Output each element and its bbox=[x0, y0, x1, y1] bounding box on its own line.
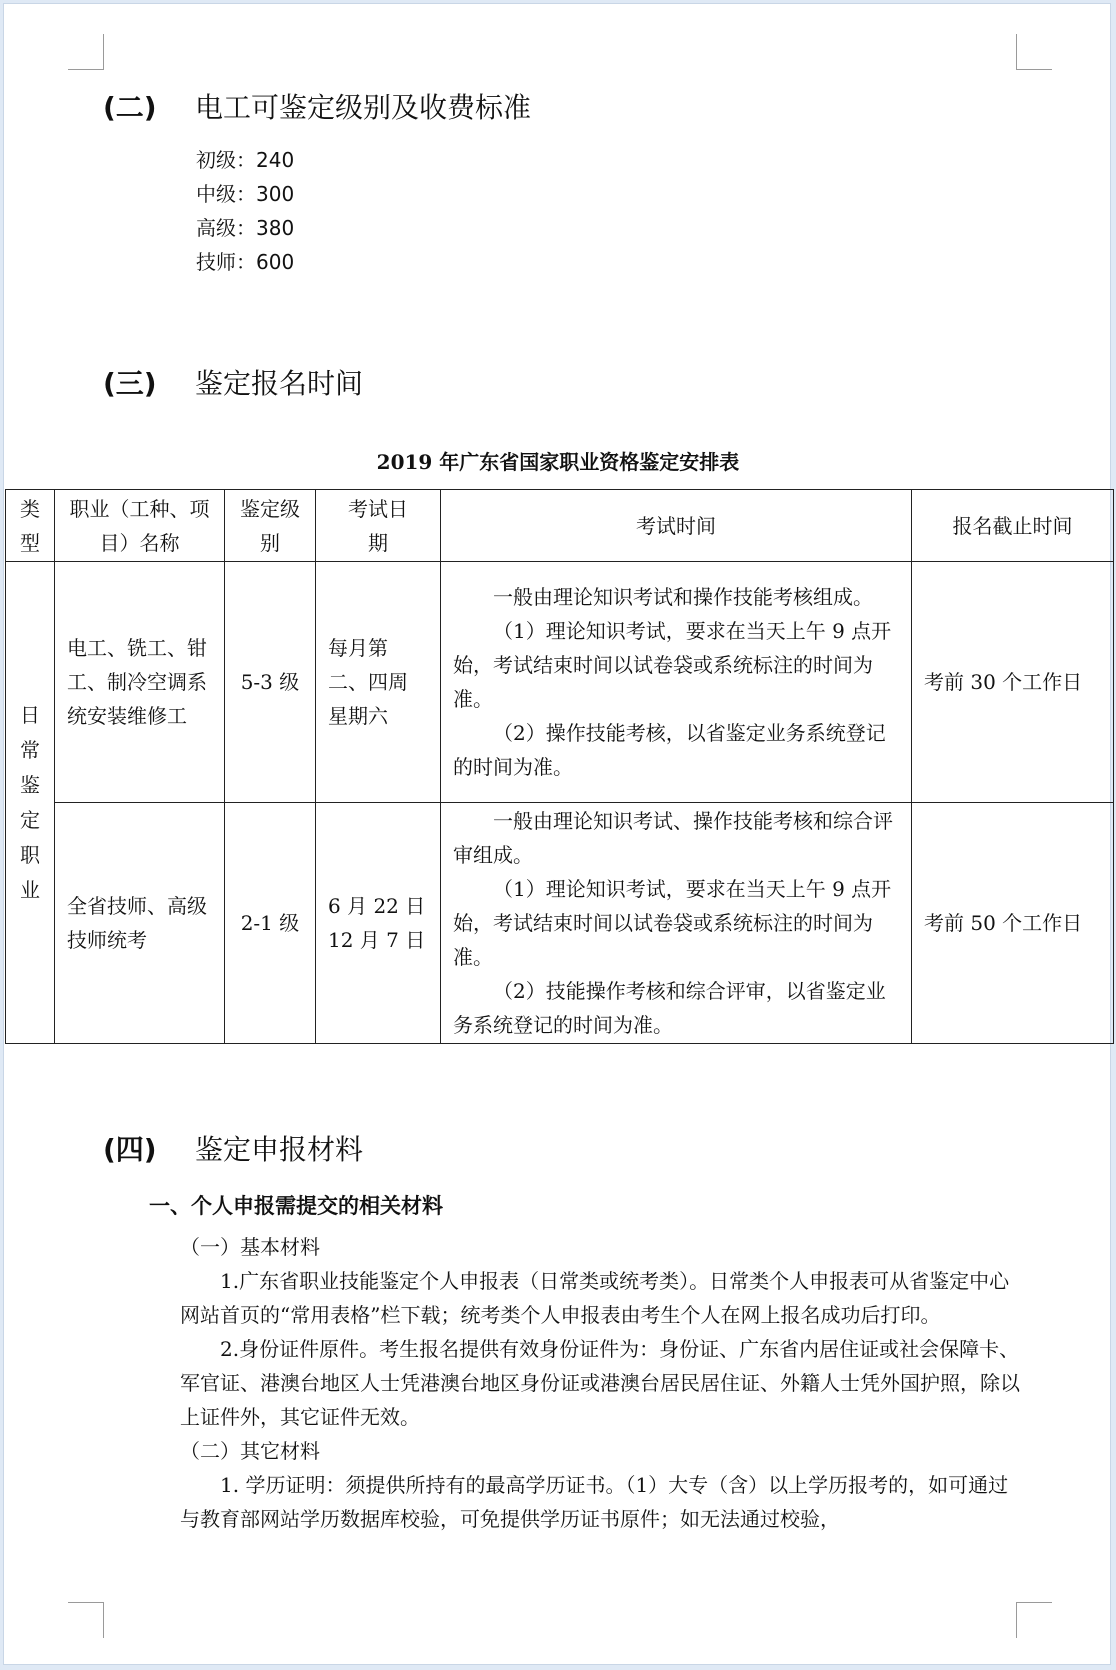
other-item: 1. 学历证明：须提供所持有的最高学历证书。（1）大专（含）以上学历报考的，如可通过与教育部网站学历数据库校验，可免提供学历证书原件；如无法通过校验， bbox=[180, 1473, 1009, 1531]
section-title: 鉴定报名时间 bbox=[195, 367, 364, 400]
occupation-cell: 电工、铣工、钳工、制冷空调系统安装维修工 bbox=[55, 562, 225, 803]
date-line: 6 月 22 日 bbox=[328, 894, 426, 918]
materials-heading: 一、个人申报需提交的相关材料 bbox=[149, 1193, 443, 1218]
materials-body bbox=[180, 1230, 1025, 1536]
fee-item: 初级：240 bbox=[196, 148, 295, 172]
table-title: 2019 年广东省国家职业资格鉴定安排表 bbox=[376, 450, 740, 474]
occupation-cell: 全省技师、高级技师统考 bbox=[55, 803, 225, 1044]
exam-time-paragraph: （1）理论知识考试，要求在当天上午 9 点开始，考试结束时间以试卷袋或系统标注的时间为准。 bbox=[453, 877, 892, 969]
type-cell: 日常鉴定职业 bbox=[6, 562, 55, 1044]
schedule-table bbox=[5, 489, 1114, 1044]
subheading-basic: （一）基本材料 bbox=[180, 1235, 320, 1259]
fee-item: 技师：600 bbox=[196, 250, 295, 274]
header-cell: 考试日期 bbox=[316, 490, 441, 562]
subheading-other: （二）其它材料 bbox=[180, 1439, 320, 1463]
corner-mark-top-right bbox=[1016, 34, 1052, 70]
deadline-cell: 考前 30 个工作日 bbox=[912, 562, 1114, 803]
exam-time-cell bbox=[441, 562, 912, 803]
level-cell: 2-1 级 bbox=[225, 803, 316, 1044]
section-number: (四) bbox=[103, 1133, 157, 1166]
corner-mark-top-left bbox=[68, 34, 104, 70]
table-row bbox=[6, 803, 1114, 1044]
section-title: 鉴定申报材料 bbox=[195, 1133, 364, 1166]
basic-item: 1.广东省职业技能鉴定个人申报表（日常类或统考类）。日常类个人申报表可从省鉴定中心网站首页的“常用表格”栏下载；统考类个人申报表由考生个人在网上报名成功后打印。 bbox=[180, 1269, 1010, 1327]
exam-time-paragraph: 一般由理论知识考试、操作技能考核和综合评审组成。 bbox=[453, 809, 893, 867]
level-cell: 5-3 级 bbox=[225, 562, 316, 803]
section-title: 电工可鉴定级别及收费标准 bbox=[195, 91, 532, 124]
exam-time-paragraph: （1）理论知识考试，要求在当天上午 9 点开始，考试结束时间以试卷袋或系统标注的时间为准。 bbox=[453, 619, 892, 711]
header-cell: 类型 bbox=[6, 490, 55, 562]
table-header-row bbox=[6, 490, 1114, 562]
section-number: (二) bbox=[103, 91, 157, 124]
deadline-cell: 考前 50 个工作日 bbox=[912, 803, 1114, 1044]
corner-mark-bottom-right bbox=[1016, 1602, 1052, 1638]
fee-item: 中级：300 bbox=[196, 182, 295, 206]
exam-time-paragraph: 一般由理论知识考试和操作技能考核组成。 bbox=[493, 585, 873, 609]
header-cell: 鉴定级别 bbox=[225, 490, 316, 562]
date-cell: 每月第二、四周星期六 bbox=[316, 562, 441, 803]
header-cell: 考试时间 bbox=[441, 490, 912, 562]
corner-mark-bottom-left bbox=[68, 1602, 104, 1638]
document-page bbox=[3, 3, 1111, 1665]
exam-time-cell bbox=[441, 803, 912, 1044]
exam-time-paragraph: （2）操作技能考核，以省鉴定业务系统登记的时间为准。 bbox=[453, 721, 886, 779]
basic-item: 2.身份证件原件。考生报名提供有效身份证件为：身份证、广东省内居住证或社会保障卡、军官证、港澳台地区人士凭港澳台地区身份证或港澳台居民居住证、外籍人士凭外国护照，除以上证件外，其它证件无效。 bbox=[180, 1337, 1020, 1429]
table-row bbox=[6, 562, 1114, 803]
fee-item: 高级：380 bbox=[196, 216, 295, 240]
section-number: (三) bbox=[103, 367, 157, 400]
header-cell: 职业（工种、项目）名称 bbox=[55, 490, 225, 562]
header-cell: 报名截止时间 bbox=[912, 490, 1114, 562]
date-cell bbox=[316, 803, 441, 1044]
exam-time-paragraph: （2）技能操作考核和综合评审，以省鉴定业务系统登记的时间为准。 bbox=[453, 979, 886, 1037]
date-line: 12 月 7 日 bbox=[328, 928, 426, 952]
